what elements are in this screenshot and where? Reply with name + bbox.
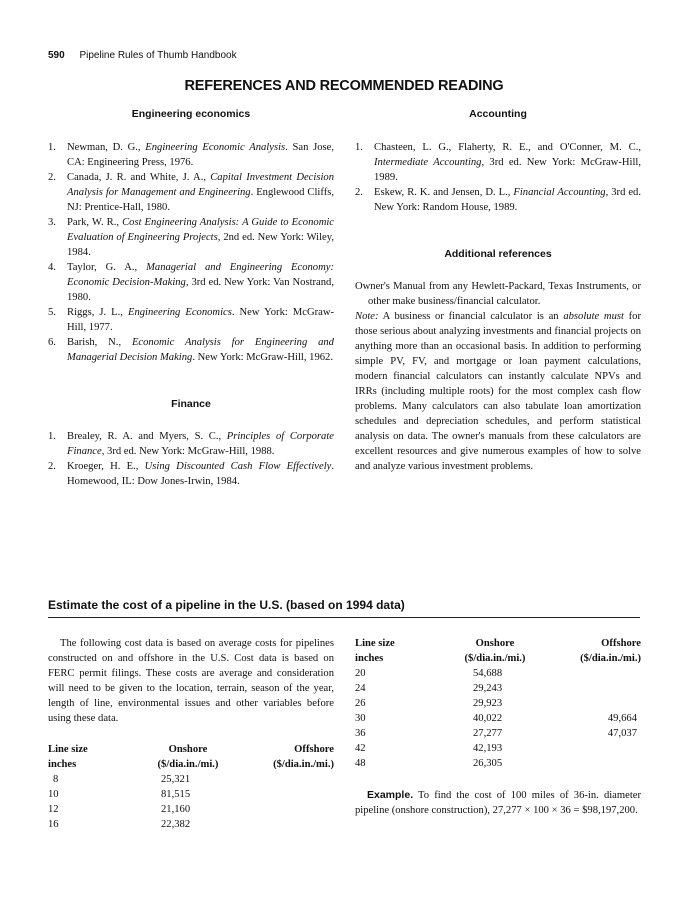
example-label: Example. [367,789,414,801]
column-header-offshore: Offshore [294,744,334,755]
cell-offshore: 47,037 [607,728,637,739]
cell-offshore [543,681,641,696]
reference-title: Engineering Economics [127,307,232,318]
reference-publisher: . Englewood Cliffs, NJ: Prentice-Hall, 1980. [67,187,334,213]
reference-item [355,185,641,215]
reference-title: Cost Engineering Analysis: A Guide to Economic Evaluation of Engineering Projects [67,217,334,243]
reference-number: 1. [355,142,363,153]
reference-number: 6. [48,337,56,348]
reference-item [48,260,334,305]
reference-number: 2. [48,461,56,472]
reference-publisher: . San Jose, CA: Engineering Press, 1976. [67,142,334,168]
pipeline-right-column [355,636,641,818]
calculator-note [355,309,641,474]
reference-title: Capital Investment Decision Analysis for Management and Engineering [67,172,334,198]
reference-publisher: , 3rd ed. New York: Van Nostrand, 1980. [67,277,334,303]
table-row [48,802,334,817]
column-header-line-size: Line size [355,638,395,649]
running-title: Pipeline Rules of Thumb Handbook [79,50,237,61]
reference-title: Using Discounted Cash Flow Effectively [144,461,332,472]
column-header-inches: inches [48,759,77,770]
column-header-inches: inches [355,653,384,664]
cell-onshore: 42,193 [473,743,503,754]
reference-number: 1. [48,142,56,153]
cost-table-left [48,742,334,832]
reference-title: Economic Analysis for Engineering and Managerial Decision Making [67,337,334,363]
table-row [355,666,641,681]
reference-authors: Newman, D. G., [67,142,146,153]
reference-authors: Eskew, R. K. and Jensen, D. L., [374,187,514,198]
column-header-offshore-units: ($/dia.in./mi.) [273,759,334,770]
cell-offshore [543,696,641,711]
reference-publisher: , 3rd ed. New York: McGraw-Hill, 1988. [101,446,275,457]
additional-references-heading: Additional references [444,248,552,260]
right-column [355,108,641,474]
note-label: Note: [355,311,379,322]
reference-item [48,335,334,365]
page-number: 590 [48,50,65,61]
reference-number: 1. [48,431,56,442]
owners-manual-reference: Owner's Manual from any Hewlett-Packard, Texas Instruments, or other make business/financial calculator. [355,281,641,307]
reference-publisher: . Homewood, IL: Dow Jones-Irwin, 1984. [67,461,334,487]
cell-onshore: 27,277 [473,728,503,739]
pipeline-left-column [48,636,334,832]
example-paragraph [355,788,641,818]
cell-offshore [543,741,641,756]
table-header-row [355,651,641,666]
cell-onshore: 81,515 [161,789,191,800]
cell-offshore [236,772,334,787]
table-row [355,696,641,711]
reference-number: 2. [355,187,363,198]
table-row [48,772,334,787]
cost-table-right [355,636,641,771]
reference-publisher: , 3rd ed. New York: Random House, 1989. [374,187,641,213]
reference-title: Principles of Corporate Finance [67,431,334,457]
cell-offshore [543,756,641,771]
table-header-row [48,757,334,772]
reference-item [48,459,334,489]
finance-heading: Finance [171,398,211,410]
table-row [355,756,641,771]
example-text: To find the cost of 100 miles of 36-in. diameter pipeline (onshore construction), 27,277 × 100 × 36 = $98,197,200. [355,790,641,816]
cell-onshore: 25,321 [161,774,191,785]
accounting-heading: Accounting [469,108,527,120]
cell-onshore: 29,243 [473,683,503,694]
column-header-line-size: Line size [48,744,88,755]
column-header-onshore: Onshore [475,638,515,649]
page-title: REFERENCES AND RECOMMENDED READING [184,78,504,94]
reference-item [48,215,334,260]
cell-line-size: 24 [355,683,366,694]
cell-onshore: 21,160 [161,804,191,815]
reference-authors: Chasteen, L. G., Flaherty, R. E., and O'Conner, M. C., [374,142,641,153]
reference-title: Engineering Economic Analysis [145,142,286,153]
cell-line-size: 26 [355,698,366,709]
reference-authors: Kroeger, H. E., [67,461,145,472]
table-row [48,787,334,802]
column-header-offshore-units: ($/dia.in./mi.) [580,653,641,664]
reference-title: Managerial and Engineering Economy: Economic Decision-Making [67,262,334,288]
table-row [48,817,334,832]
table-row [355,741,641,756]
reference-authors: Barish, N., [67,337,132,348]
reference-authors: Taylor, G. A., [67,262,147,273]
reference-authors: Riggs, J. L., [67,307,128,318]
cell-line-size: 8 [53,774,59,785]
cell-onshore: 40,022 [473,713,503,724]
cell-offshore: 49,664 [607,713,637,724]
accounting-list [355,140,641,215]
reference-item [48,170,334,215]
reference-number: 4. [48,262,56,273]
table-row [355,711,641,726]
cell-line-size: 12 [48,804,59,815]
table-header-row [355,636,641,651]
column-header-onshore-units: ($/dia.in./mi.) [157,759,219,770]
table-row [355,726,641,741]
left-column [48,108,334,489]
column-header-onshore: Onshore [168,744,208,755]
engineering-economics-list [48,140,334,365]
pipeline-intro-paragraph: The following cost data is based on average costs for pipelines constructed on and offshore in the U.S. Cost data is based on FERC permit filings. These costs are average and consideration will need to be given to the location, terrain, season of the year, length of line, environmental issues and other variables before using these data. [48,638,334,724]
cell-line-size: 16 [48,819,59,830]
reference-item [48,140,334,170]
reference-authors: Canada, J. R. and White, J. A., [67,172,211,183]
cell-onshore: 22,382 [161,819,191,830]
pipeline-cost-section-heading: Estimate the cost of a pipeline in the U.S. (based on 1994 data) [48,598,640,618]
reference-item [48,305,334,335]
cell-offshore [236,802,334,817]
cell-onshore: 26,305 [473,758,503,769]
running-header [48,50,237,61]
reference-number: 3. [48,217,56,228]
column-header-offshore: Offshore [601,638,641,649]
cell-offshore [236,787,334,802]
finance-list [48,429,334,489]
cell-line-size: 42 [355,743,366,754]
reference-item [48,429,334,459]
cell-offshore [543,666,641,681]
cell-offshore [236,817,334,832]
note-emphasis: absolute must [563,311,624,322]
table-header-row [48,742,334,757]
reference-publisher: . New York: McGraw-Hill, 1977. [67,307,335,333]
note-text: for those serious about analyzing investments and financial projects on anything more than an occasional basis. In addition to performing simple PV, FV, and mortgage or loan payment calculations, modern financial calculators can instantly calculate NPVs and IRRs (including multiple roots) for the most complex cash flow problems. Many calculators can also tabulate loan amortization schedules and depreciation schedules, and perform statistical analysis on data. The owner's manuals from these calculators are excellent resources and give numerous examples of how to solve and analyze various investment problems. [355,311,641,472]
engineering-economics-heading: Engineering economics [131,108,251,120]
cell-line-size: 48 [355,758,366,769]
reference-publisher: , 2nd ed. New York: Wiley, 1984. [67,232,334,258]
cell-line-size: 20 [355,668,366,679]
reference-number: 5. [48,307,56,318]
note-text: A business or financial calculator is an [378,311,564,322]
reference-authors: Brealey, R. A. and Myers, S. C., [67,431,227,442]
reference-publisher: . New York: McGraw-Hill, 1962. [192,352,333,363]
reference-item [355,140,641,185]
cell-line-size: 30 [355,713,366,724]
cell-line-size: 10 [48,789,59,800]
table-row [355,681,641,696]
reference-title: Intermediate Accounting [374,157,482,168]
cell-line-size: 36 [355,728,366,739]
reference-publisher: , 3rd ed. New York: McGraw-Hill, 1989. [374,157,641,183]
cell-onshore: 54,688 [473,668,503,679]
reference-authors: Park, W. R., [67,217,123,228]
column-header-onshore-units: ($/dia.in./mi.) [464,653,526,664]
reference-title: Financial Accounting [513,187,606,198]
reference-number: 2. [48,172,56,183]
cell-onshore: 29,923 [473,698,503,709]
